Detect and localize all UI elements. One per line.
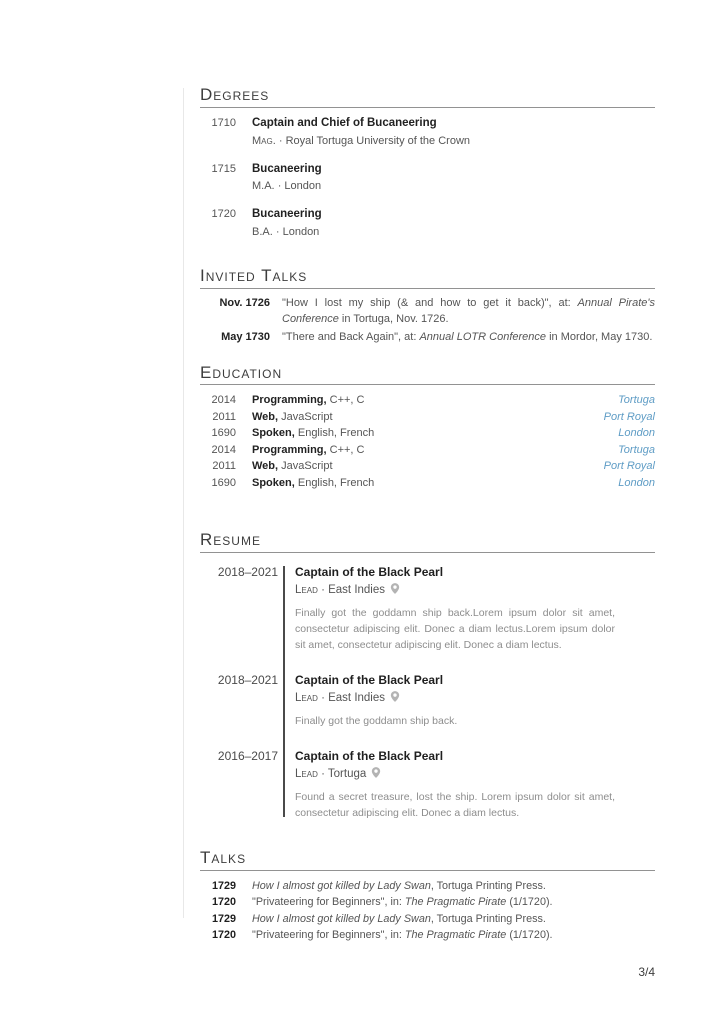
- degree-title: Captain and Chief of Bucaneering: [252, 116, 437, 129]
- talk-year: 1729: [211, 912, 236, 925]
- resume-dates: 2018–2021: [217, 565, 278, 580]
- talk-title-quote: "How I lost my ship (& and how to get it back)", at:: [282, 296, 578, 309]
- section-title-education: Education: [200, 364, 655, 386]
- education-text: [252, 442, 618, 459]
- invited-talk-date: Nov. 1726: [219, 296, 270, 309]
- talk-publication: The Pragmatic Pirate: [404, 929, 507, 942]
- talk-post: , Tortuga Printing Press.: [430, 912, 546, 925]
- cv-content: [200, 86, 655, 979]
- education-row: [200, 392, 655, 409]
- education-detail: C++, C: [329, 443, 365, 456]
- degree-subtitle: [252, 178, 655, 195]
- education-year: 2011: [212, 410, 236, 423]
- talk-text: [252, 894, 655, 910]
- middot-separator: ·: [277, 180, 282, 193]
- talk-year: 1720: [211, 929, 236, 942]
- degree-year: 1715: [211, 162, 236, 175]
- location-pin-icon: [390, 582, 400, 601]
- education-location: Port Royal: [603, 460, 655, 473]
- talk-row: [200, 911, 655, 927]
- resume-job-title: Captain of the Black Pearl: [295, 565, 444, 580]
- section-title-talks: Talks: [200, 849, 655, 871]
- resume-entry-body: [295, 672, 655, 729]
- degree-subtitle: [252, 133, 655, 150]
- resume-job-title: Captain of the Black Pearl: [295, 673, 444, 688]
- section-title-invited-talks: Invited Talks: [200, 267, 655, 289]
- resume-location: Tortuga: [327, 767, 367, 780]
- degree-row: [200, 161, 655, 196]
- education-skill: Web,: [252, 460, 279, 473]
- middot-separator: ·: [275, 226, 280, 239]
- education-detail: English, French: [297, 476, 375, 489]
- education-location: Tortuga: [618, 394, 655, 407]
- education-skill: Programming,: [252, 394, 327, 407]
- talk-tail: in Tortuga, Nov. 1726.: [338, 312, 449, 325]
- talk-tail: in Mordor, May 1730.: [546, 330, 653, 343]
- resume-location: East Indies: [328, 583, 386, 596]
- education-year: 2011: [212, 460, 236, 473]
- resume-job-subtitle: [295, 582, 655, 601]
- talk-text: [252, 927, 655, 943]
- location-pin-icon: [371, 766, 381, 785]
- talk-pre: "Privateering for Beginners", in:: [252, 896, 405, 909]
- degree-kind: B.A.: [252, 226, 273, 239]
- talk-publication: The Pragmatic Pirate: [404, 896, 507, 909]
- talk-text: [252, 878, 655, 894]
- resume-role: Lead: [295, 692, 318, 705]
- section-degrees: [200, 86, 655, 241]
- education-detail: English, French: [297, 427, 375, 440]
- resume-entry: [200, 672, 655, 729]
- resume-job-title: Captain of the Black Pearl: [295, 749, 444, 764]
- degree-row: [200, 206, 655, 241]
- talk-year: 1720: [211, 896, 236, 909]
- talk-post: , Tortuga Printing Press.: [430, 879, 546, 892]
- degree-institution: London: [282, 226, 320, 239]
- talk-post: (1/1720).: [506, 896, 553, 909]
- resume-description: Found a secret treasure, lost the ship. Lorem ipsum dolor sit amet, consectetur adipiscing elit. Donec a diam lectus.: [295, 790, 615, 819]
- talk-pre: "Privateering for Beginners", in:: [252, 929, 405, 942]
- talk-venue: Annual Pirate's Conference: [282, 296, 655, 325]
- education-text: [252, 392, 618, 409]
- education-row: [200, 442, 655, 459]
- education-location: Tortuga: [618, 443, 655, 456]
- middot-separator: ·: [321, 583, 325, 596]
- resume-entries: [200, 560, 655, 821]
- degree-subtitle: [252, 224, 655, 241]
- degree-title: Bucaneering: [252, 162, 322, 175]
- resume-job-subtitle: [295, 690, 655, 709]
- invited-talk-date: May 1730: [221, 330, 270, 343]
- education-text: [252, 425, 618, 442]
- talk-publication: How I almost got killed by Lady Swan: [252, 912, 431, 925]
- education-skill: Web,: [252, 410, 279, 423]
- education-detail: JavaScript: [281, 410, 333, 423]
- education-year: 1690: [211, 427, 236, 440]
- resume-location: East Indies: [328, 692, 386, 705]
- education-row: [200, 409, 655, 426]
- resume-timeline-bar: [283, 566, 285, 817]
- talk-post: (1/1720).: [506, 929, 553, 942]
- resume-dates: 2018–2021: [217, 673, 278, 688]
- education-skill: Programming,: [252, 443, 327, 456]
- education-detail: C++, C: [329, 394, 365, 407]
- education-year: 2014: [211, 443, 236, 456]
- section-resume: [200, 531, 655, 821]
- section-title-degrees: Degrees: [200, 86, 655, 108]
- talk-publication: How I almost got killed by Lady Swan: [252, 879, 431, 892]
- degree-body: [252, 115, 655, 150]
- talk-title-quote: "There and Back Again", at:: [282, 330, 420, 343]
- education-row: [200, 475, 655, 492]
- education-skill: Spoken,: [252, 476, 295, 489]
- resume-entry: [200, 564, 655, 653]
- resume-entry-body: [295, 748, 655, 821]
- education-location: London: [618, 476, 655, 489]
- degree-kind: Mag.: [252, 134, 276, 147]
- middot-separator: ·: [278, 134, 283, 147]
- resume-dates: 2016–2017: [217, 749, 278, 764]
- talk-row: [200, 927, 655, 943]
- degree-row: [200, 115, 655, 150]
- degree-body: [252, 161, 655, 196]
- invited-talk-row: [200, 330, 655, 346]
- education-year: 2014: [211, 394, 236, 407]
- education-text: [252, 458, 604, 475]
- degree-year: 1720: [211, 208, 236, 221]
- education-year: 1690: [211, 476, 236, 489]
- education-detail: JavaScript: [281, 460, 333, 473]
- resume-entry: [200, 748, 655, 821]
- talk-year: 1729: [211, 879, 236, 892]
- education-location: Port Royal: [603, 410, 655, 423]
- page-number: 3/4: [638, 965, 655, 980]
- degree-kind: M.A.: [252, 180, 275, 193]
- middot-separator: ·: [321, 767, 325, 780]
- education-row: [200, 425, 655, 442]
- resume-entry-body: [295, 564, 655, 653]
- talk-text: [252, 911, 655, 927]
- resume-job-subtitle: [295, 766, 655, 785]
- degree-year: 1710: [211, 116, 236, 129]
- invited-talk-text: [282, 296, 655, 328]
- education-skill: Spoken,: [252, 427, 295, 440]
- education-row: [200, 458, 655, 475]
- resume-role: Lead: [295, 583, 318, 596]
- section-education: [200, 364, 655, 492]
- section-talks: [200, 849, 655, 943]
- talk-venue: Annual LOTR Conference: [419, 330, 547, 343]
- degree-title: Bucaneering: [252, 208, 322, 221]
- education-text: [252, 409, 604, 426]
- talk-row: [200, 894, 655, 910]
- degree-body: [252, 206, 655, 241]
- degree-institution: Royal Tortuga University of the Crown: [285, 134, 471, 147]
- section-title-resume: Resume: [200, 531, 655, 553]
- invited-talk-row: [200, 296, 655, 328]
- degree-institution: London: [284, 180, 322, 193]
- section-invited-talks: [200, 267, 655, 346]
- invited-talk-text: [282, 330, 655, 346]
- education-location: London: [618, 427, 655, 440]
- resume-role: Lead: [295, 767, 318, 780]
- talk-row: [200, 878, 655, 894]
- education-text: [252, 475, 618, 492]
- page-left-hairline: [183, 88, 184, 918]
- location-pin-icon: [390, 690, 400, 709]
- resume-description: Finally got the goddamn ship back.: [295, 714, 458, 727]
- resume-description: Finally got the goddamn ship back.Lorem ipsum dolor sit amet, consectetur adipiscing elit. Donec a diam lectus.Lorem ipsum dolor sit amet, consectetur adipiscing elit. Donec a diam lectus.: [295, 606, 615, 652]
- middot-separator: ·: [321, 692, 325, 705]
